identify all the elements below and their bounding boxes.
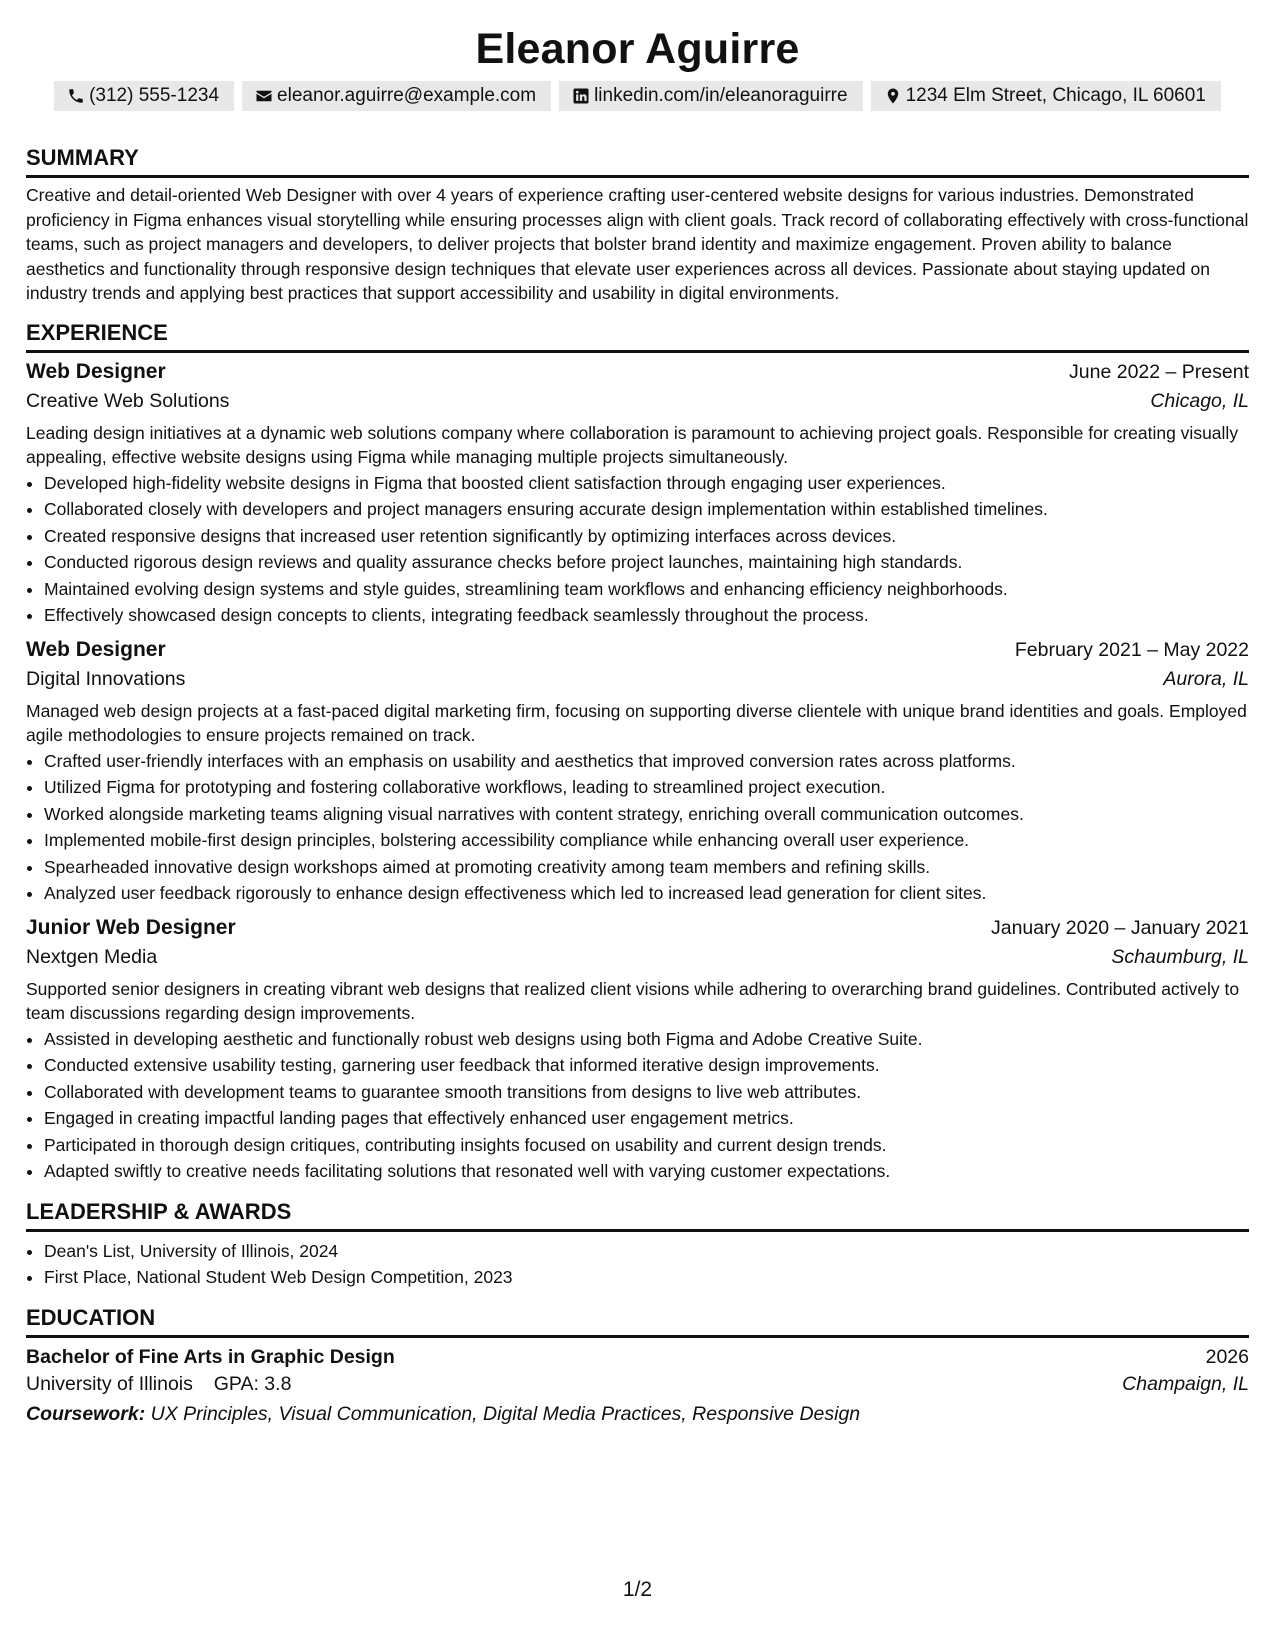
contact-text: 1234 Elm Street, Chicago, IL 60601: [905, 85, 1206, 106]
phone-icon: [67, 87, 85, 105]
job-dates: June 2022 – Present: [1069, 360, 1249, 383]
leadership-section: [26, 1199, 1249, 1291]
job-title: Web Designer: [26, 637, 166, 661]
job-entry: [26, 916, 1249, 1185]
company-name: Creative Web Solutions: [26, 389, 230, 412]
contact-info: [26, 81, 1249, 111]
job-entry: [26, 638, 1249, 907]
list-item: • Developed high-fidelity website designs in Figma that boosted client satisfaction through engaging user experiences.: [44, 470, 1249, 497]
job-dates: January 2020 – January 2021: [990, 916, 1249, 939]
coursework-label: Coursework:: [26, 1402, 146, 1425]
list-item: • Implemented mobile-first design principles, bolstering accessibility compliance while enhancing overall user experience.: [44, 827, 1249, 854]
graduation-year: 2026: [1205, 1345, 1249, 1368]
school-location: Champaign, IL: [1122, 1372, 1249, 1395]
candidate-name: Eleanor Aguirre: [475, 25, 800, 73]
company-name: Nextgen Media: [26, 945, 158, 968]
coursework: [26, 1403, 1249, 1426]
map-pin-icon: [884, 87, 902, 105]
list-item: • Crafted user-friendly interfaces with an emphasis on usability and aesthetics that improved conversion rates across platforms.: [44, 748, 1249, 775]
summary-section: [26, 145, 1249, 306]
list-item: • Maintained evolving design systems and style guides, streamlining team workflows and enhancing efficiency neighborhoods.: [44, 576, 1249, 603]
awards-list: [26, 1238, 1249, 1291]
experience-section: [26, 320, 1249, 1185]
coursework-list: UX Principles, Visual Communication, Digital Media Practices, Responsive Design: [150, 1402, 861, 1425]
contact-email[interactable]: [242, 81, 551, 111]
company-name: Digital Innovations: [26, 667, 186, 690]
list-item: • Spearheaded innovative design workshops aimed at promoting creativity among team members and refining skills.: [44, 854, 1249, 881]
section-title: LEADERSHIP & AWARDS: [26, 1199, 1249, 1232]
list-item: • Adapted swiftly to creative needs facilitating solutions that resonated well with varying customer expectations.: [44, 1158, 1249, 1185]
list-item: • Dean's List, University of Illinois, 2024: [44, 1238, 1249, 1265]
list-item: • Conducted extensive usability testing, garnering user feedback that informed iterative design improvements.: [44, 1052, 1249, 1079]
list-item: • First Place, National Student Web Design Competition, 2023: [44, 1264, 1249, 1291]
job-description: Supported senior designers in creating vibrant web designs that realized client visions while adhering to overarching brand guidelines. Contributed actively to team discussions regarding design improvements.: [26, 978, 1240, 1023]
school-info: [26, 1373, 291, 1396]
list-item: • Created responsive designs that increased user retention significantly by optimizing interfaces across devices.: [44, 523, 1249, 550]
job-entry: [26, 360, 1249, 629]
list-item: • Worked alongside marketing teams aligning visual narratives with content strategy, enriching overall communication outcomes.: [44, 801, 1249, 828]
job-dates: February 2021 – May 2022: [1014, 638, 1249, 661]
job-location: Aurora, IL: [1163, 667, 1249, 690]
degree-title: Bachelor of Fine Arts in Graphic Design: [26, 1345, 395, 1368]
job-bullets: [26, 748, 1249, 907]
list-item: • Assisted in developing aesthetic and functionally robust web designs using both Figma and Adobe Creative Suite.: [44, 1026, 1249, 1053]
section-title: EDUCATION: [26, 1305, 1249, 1338]
linkedin-icon: [572, 87, 590, 105]
gpa: GPA: 3.8: [213, 1372, 292, 1395]
contact-text: eleanor.aguirre@example.com: [277, 85, 537, 106]
summary-text: Creative and detail-oriented Web Designer with over 4 years of experience crafting user-centered website designs for various industries. Demonstrated proficiency in Figma enhances visual storytelling while ensuring processes align with client goals. Track record of collaborating effectively with cross-functional teams, such as project managers and developers, to deliver projects that bolster brand identity and maximize engagement. Proven ability to balance aesthetics and functionality through responsive design techniques that elevate user experiences across all devices. Passionate about staying updated on industry trends and applying best practices that support accessibility and usability in digital environments.: [26, 185, 1249, 303]
page-number: 1/2: [622, 1578, 653, 1601]
list-item: • Collaborated closely with developers and project managers ensuring accurate design implementation within established timelines.: [44, 496, 1249, 523]
list-item: • Engaged in creating impactful landing pages that effectively enhanced user engagement metrics.: [44, 1105, 1249, 1132]
list-item: • Effectively showcased design concepts to clients, integrating feedback seamlessly throughout the process.: [44, 602, 1249, 629]
job-location: Schaumburg, IL: [1111, 945, 1249, 968]
job-title: Web Designer: [26, 359, 166, 383]
section-title: EXPERIENCE: [26, 320, 1249, 353]
section-title: SUMMARY: [26, 145, 1249, 178]
resume-page: [26, 0, 1249, 1426]
list-item: • Participated in thorough design critiques, contributing insights focused on usability and current design trends.: [44, 1132, 1249, 1159]
list-item: • Utilized Figma for prototyping and fostering collaborative workflows, leading to streamlined project execution.: [44, 774, 1249, 801]
school-name: University of Illinois: [26, 1372, 193, 1395]
list-item: • Conducted rigorous design reviews and quality assurance checks before project launches, maintaining high standards.: [44, 549, 1249, 576]
contact-phone[interactable]: [54, 81, 234, 111]
contact-address[interactable]: [871, 81, 1221, 111]
contact-text: (312) 555-1234: [89, 85, 220, 106]
job-title: Junior Web Designer: [26, 915, 236, 939]
education-section: [26, 1305, 1249, 1426]
job-description: Leading design initiatives at a dynamic web solutions company where collaboration is paramount to achieving project goals. Responsible for creating visually appealing, effective website designs using Figma while managing multiple projects simultaneously.: [26, 422, 1239, 467]
list-item: • Collaborated with development teams to guarantee smooth transitions from designs to live web attributes.: [44, 1079, 1249, 1106]
job-description: Managed web design projects at a fast-paced digital marketing firm, focusing on supporting diverse clientele with unique brand identities and goals. Employed agile methodologies to ensure projects remained on track.: [26, 700, 1247, 745]
job-bullets: [26, 470, 1249, 629]
list-item: • Analyzed user feedback rigorously to enhance design effectiveness which led to increased lead generation for client sites.: [44, 880, 1249, 907]
job-location: Chicago, IL: [1150, 389, 1249, 412]
contact-text: linkedin.com/in/eleanoraguirre: [594, 85, 848, 106]
job-bullets: [26, 1026, 1249, 1185]
contact-linkedin[interactable]: [559, 81, 862, 111]
envelope-icon: [255, 87, 273, 105]
